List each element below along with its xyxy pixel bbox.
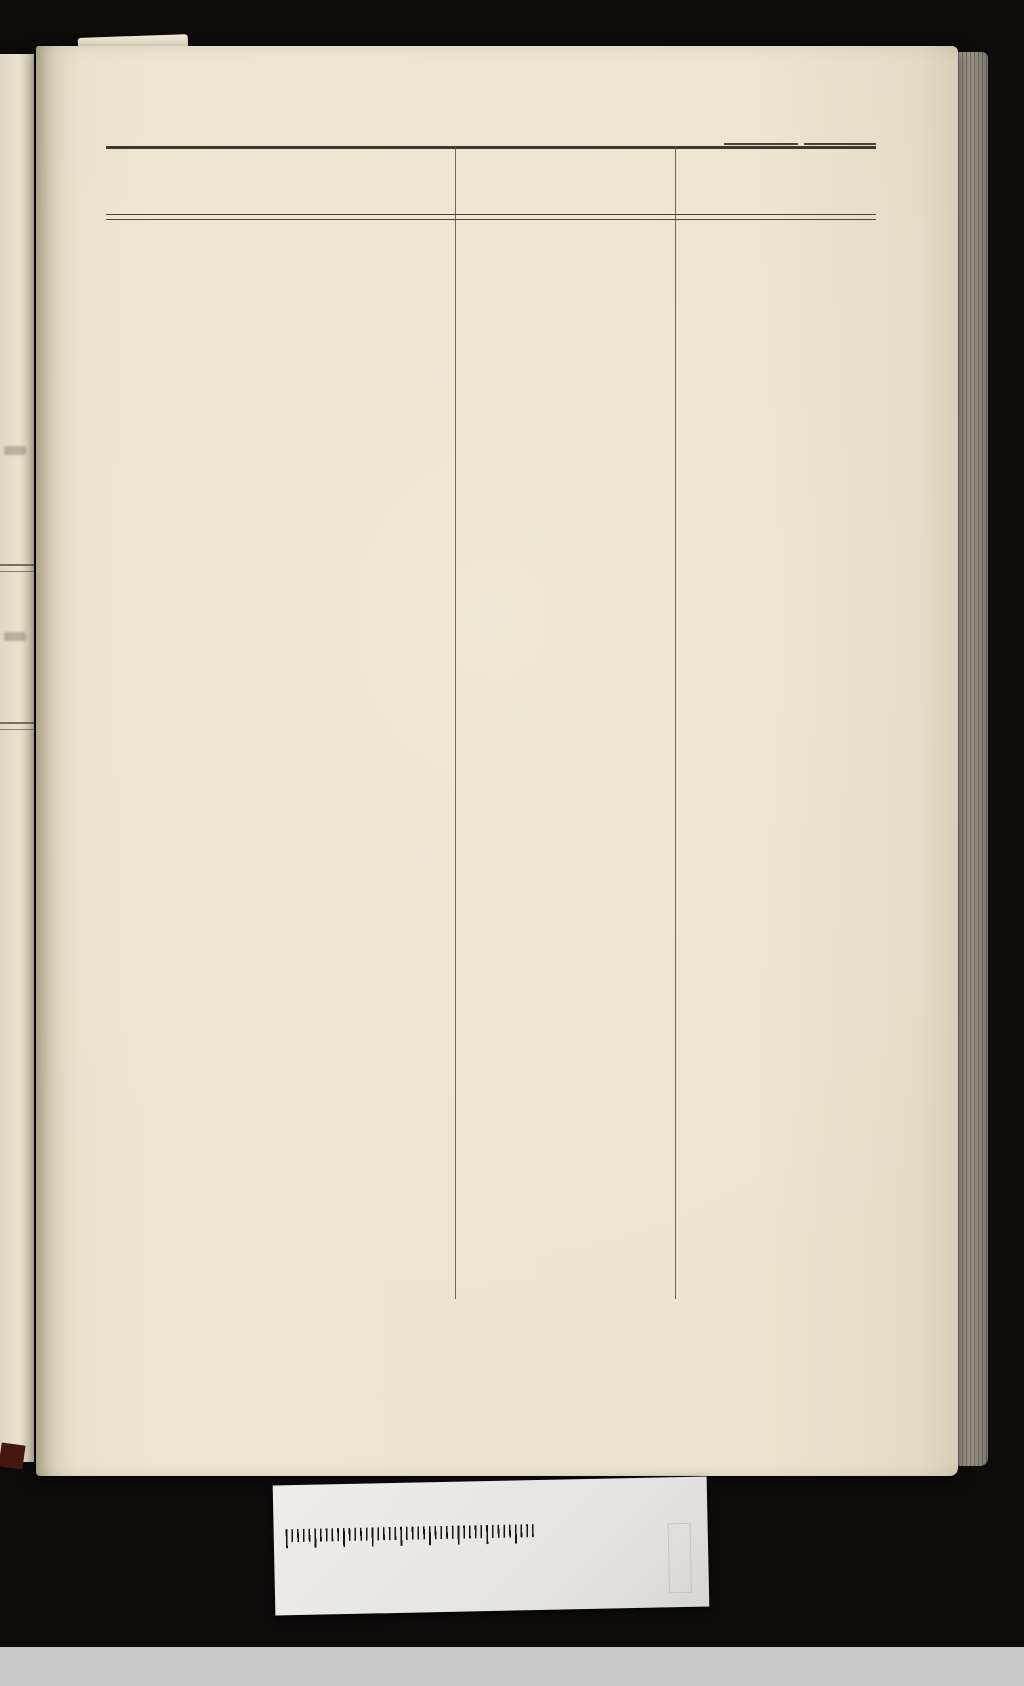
- column-divider: [675, 147, 676, 1299]
- ruler: [273, 1476, 707, 1485]
- kodak-scale-bar: [273, 1476, 710, 1615]
- column-divider: [455, 147, 456, 1299]
- gray-patch-mid: [644, 1520, 670, 1597]
- table-top-rule-segment: [804, 143, 876, 146]
- ruler-half-ticks: [286, 1524, 534, 1548]
- table-header-yield: [675, 156, 876, 212]
- gray-patch-black: [618, 1518, 645, 1603]
- header-double-rule: [106, 219, 876, 220]
- header-double-rule: [106, 214, 876, 215]
- kodak-wordmark: [526, 1524, 618, 1526]
- gray-patch-light: [668, 1523, 692, 1593]
- library-name: [273, 1480, 707, 1489]
- verso-text-smudge: [4, 632, 26, 641]
- left-page-edge: [0, 54, 34, 1462]
- binding-corner: [0, 1442, 26, 1469]
- table-top-rule: [106, 146, 876, 149]
- table-top-rule-segment: [724, 143, 798, 146]
- verso-rule: [0, 722, 34, 730]
- verso-text-smudge: [4, 446, 26, 455]
- gray-scale-label: [526, 1560, 618, 1562]
- verso-rule: [0, 564, 34, 572]
- book-page: [36, 46, 958, 1476]
- caption-bar: [0, 1647, 1024, 1686]
- table-header-plant-source: [455, 156, 675, 212]
- table-header-plant-parts: [106, 156, 455, 212]
